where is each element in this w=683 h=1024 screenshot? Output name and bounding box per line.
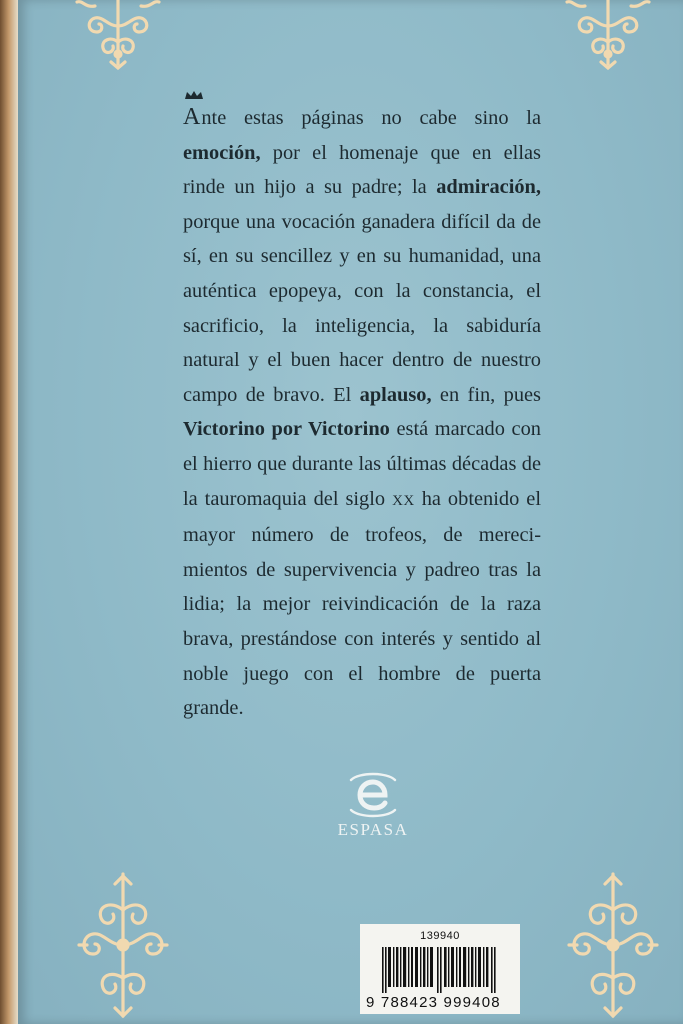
blurb-text-5: está marcado con el hierro que durante las últimas décadas de la tauromaquia del siglo xyxy=(183,418,541,510)
blurb-book-title: Victorino por Victorino xyxy=(183,418,390,441)
back-cover xyxy=(18,0,683,1024)
corner-ornament-bottom-left-icon xyxy=(73,870,173,1020)
blurb-emphasis-emocion: emoción, xyxy=(183,141,261,164)
crown-icon xyxy=(184,91,204,100)
back-cover-blurb xyxy=(183,100,541,726)
drop-cap xyxy=(183,100,200,135)
blurb-text-1: nte estas páginas no cabe sino la xyxy=(201,107,541,129)
corner-ornament-top-left-icon xyxy=(73,0,163,70)
blurb-paragraph xyxy=(183,100,541,726)
blurb-century-numeral: XX xyxy=(392,492,415,509)
blurb-emphasis-admiracion: admiración, xyxy=(436,176,541,199)
barcode-bars-icon xyxy=(382,947,500,993)
blurb-text-6: ha obtenido el mayor número de trofeos, de merecimientos de supervivencia y padreo tras la lidia; la mejor reivindicación de la raza brava, prestándose con interés y sentido al noble juego con el hombre de puerta grande. xyxy=(183,487,541,720)
corner-ornament-bottom-right-icon xyxy=(563,870,663,1020)
corner-ornament-top-right-icon xyxy=(563,0,653,70)
isbn-digits: 9 788423 999408 xyxy=(366,994,501,1011)
blurb-emphasis-aplauso: aplauso, xyxy=(359,383,432,406)
publisher-logo xyxy=(318,768,428,840)
blurb-text-2: por el homenaje que en ellas rinde un hijo a su padre; la xyxy=(183,141,541,199)
blurb-text-3: porque una vocación ganadera difícil da de sí, en su sencillez y en su humanidad, una auténtica epopeya, con la constancia, el sacrificio, la inteligencia, la sabiduría natural y el buen hacer dentro de nuestro campo de bravo. El xyxy=(183,210,541,406)
barcode-internal-code: 139940 xyxy=(420,930,460,942)
publisher-name: ESPASA xyxy=(337,820,409,839)
isbn-barcode-label xyxy=(360,924,520,1014)
espasa-e-logo-icon xyxy=(345,768,401,820)
drop-cap-letter: A xyxy=(183,104,201,130)
blurb-text-4: en fin, pues xyxy=(431,383,541,406)
